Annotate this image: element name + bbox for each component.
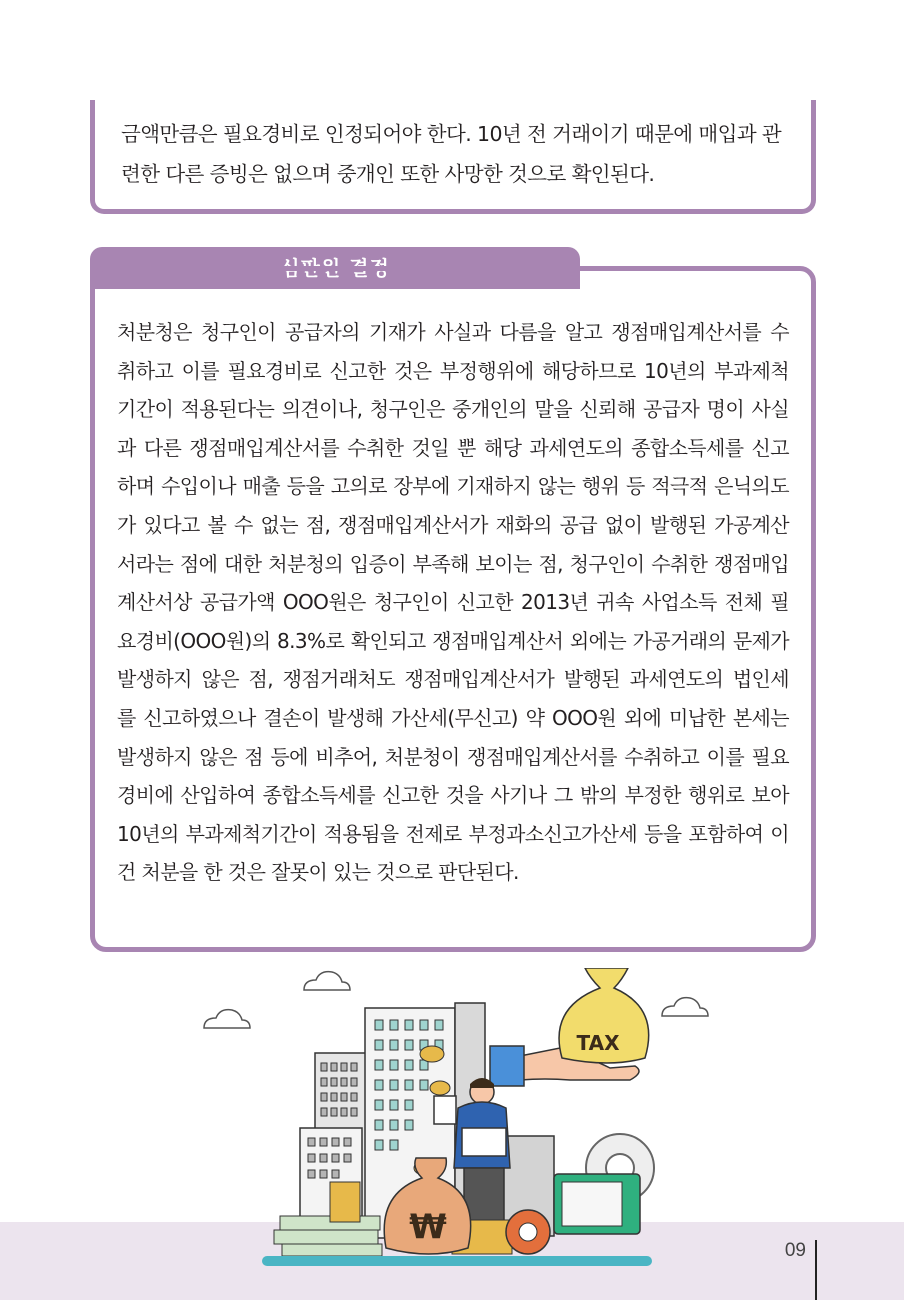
text-line: 처분청은 청구인이 공급자의 기재가 사실과 다름을 알고 쟁점매입계산서를 수 <box>117 320 789 344</box>
text-line: 계산서상 공급가액 OOO원은 청구인이 신고한 2013년 귀속 사업소득 전체 필 <box>117 590 789 615</box>
text-line: 건 처분을 한 것은 잘못이 있는 것으로 판단된다. <box>117 860 519 885</box>
text-line: 를 신고하였으나 결손이 발생해 가산세(무신고) 약 OOO원 외에 미납한 본세는 <box>117 705 789 730</box>
page-divider <box>815 1240 817 1300</box>
text-line: 경비에 산입하여 종합소득세를 신고한 것을 사기나 그 밖의 부정한 행위로 보아 <box>117 783 789 808</box>
text-line: 기간이 적용된다는 의견이나, 청구인은 중개인의 말을 신뢰해 공급자 명이 사실 <box>117 397 789 422</box>
page-number: 09 <box>784 1240 806 1261</box>
text-line: 취하고 이를 필요경비로 신고한 것은 부정행위에 해당하므로 10년의 부과제척 <box>117 358 789 383</box>
text-line: 발생하지 않은 점, 쟁점거래처도 쟁점매입계산서가 발행된 과세연도의 법인세 <box>117 667 789 692</box>
text-line: 10년의 부과제척기간이 적용됨을 전제로 부정과소신고가산세 등을 포함하여 이 <box>117 821 789 846</box>
text-line: 금액만큼은 필요경비로 인정되어야 한다. 10년 전 거래이기 때문에 매입과 관 <box>121 122 782 146</box>
text-line: 하며 수입이나 매출 등을 고의로 장부에 기재하지 않는 행위 등 적극적 은닉의도 <box>117 474 789 499</box>
tax-illustration <box>190 968 720 1270</box>
text-line: 가 있다고 볼 수 없는 점, 쟁점매입계산서가 재화의 공급 없이 발행된 가공계산 <box>117 512 789 537</box>
decision-title: 심판원 결정 <box>280 256 390 280</box>
document-icon <box>434 1096 456 1124</box>
decision-body <box>117 313 789 892</box>
text-line: 련한 다른 증빙은 없으며 중개인 또한 사망한 것으로 확인된다. <box>121 162 655 186</box>
text-line: 요경비(OOO원)의 8.3%로 확인되고 쟁점매입계산서 외에는 가공거래의 문제가 <box>117 628 789 653</box>
text-line: 서라는 점에 대한 처분청의 입증이 부족해 보이는 점, 청구인이 수취한 쟁점매입 <box>117 551 789 576</box>
text-line: 과 다른 쟁점매입계산서를 수취한 것일 뿐 해당 과세연도의 종합소득세를 신고 <box>117 435 789 460</box>
tax-label: TAX <box>576 1031 620 1055</box>
decision-box <box>90 266 816 952</box>
ground-line <box>262 1256 652 1266</box>
previous-case-text <box>121 114 785 194</box>
previous-case-box <box>90 100 816 214</box>
cash-stack-icon <box>274 1216 382 1256</box>
laptop-icon <box>462 1128 506 1156</box>
text-line: 발생하지 않은 점 등에 비추어, 처분청이 쟁점매입계산서를 수취하고 이를 필요 <box>117 744 789 769</box>
won-label: ₩ <box>409 1207 447 1247</box>
